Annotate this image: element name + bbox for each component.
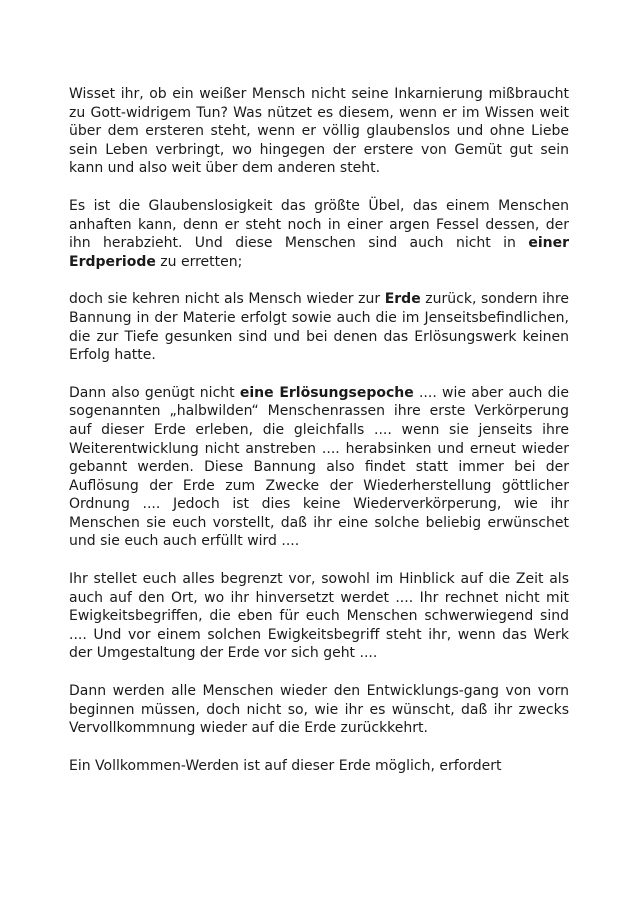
paragraph-4-text-b: .... wie aber auch die sogenannten „halbwilden“ Menschenrassen ihre erste Verkörperung auf dieser Erde erleben, die gleichfalls .... wenn sie jenseits ihre Weiterentwicklung nicht anstreben .... herabsinken und erneut wieder gebannt werden. Diese Bannung also findet statt immer bei der Auflösung der Erde zum Zwecke der Wiederherstellung göttlicher Ordnung .... Jedoch ist dies keine Wiederverkörperung, wie ihr Menschen sie euch vorstellt, daß ihr eine solche beliebig erwünschet und sie euch auch erfüllt wird .... bbox=[69, 384, 569, 550]
paragraph-2-bold-text: einer Erdperiode bbox=[69, 235, 569, 270]
paragraph-2-text-a: Es ist die Glaubenslosigkeit das größte Übel, das einem Menschen anhaften kann, denn er steht noch in einer argen Fessel dessen, der ihn herabzieht. Und diese Menschen sind auch nicht in bbox=[69, 197, 569, 252]
paragraph-1 bbox=[69, 85, 569, 178]
paragraph-1-text: Wisset ihr, ob ein weißer Mensch nicht seine Inkarnierung mißbraucht zu Gott-widrigem Tun? Was nützet es diesem, wenn er im Wissen weit über dem ersteren steht, wenn er völlig glaubenslos und ohne Liebe sein Leben verbringt, wo hingegen der erstere von Gemüt gut sein kann und also weit über dem anderen steht. bbox=[69, 86, 569, 177]
paragraph-7 bbox=[69, 757, 569, 776]
paragraph-4-bold-text: eine Erlösungsepoche bbox=[239, 384, 414, 401]
paragraph-5-text: Ihr stellet euch alles begrenzt vor, sowohl im Hinblick auf die Zeit als auch auf den Ort, wo ihr hinversetzt werdet .... Ihr rechnet nicht mit Ewigkeitsbegriffen, die eben für euch Menschen schwerwiegend sind .... Und vor einem solchen Ewigkeitsbegriff steht ihr, wenn das Werk der Umgestaltung der Erde vor sich geht .... bbox=[69, 571, 569, 662]
paragraph-3-text-a: doch sie kehren nicht als Mensch wieder zur bbox=[69, 291, 385, 308]
paragraph-6 bbox=[69, 682, 569, 738]
paragraph-3-bold-text: Erde bbox=[384, 291, 421, 308]
paragraph-3-text-b: zurück, sondern ihre Bannung in der Materie erfolgt sowie auch die im Jenseitsbefindlichen, die zur Tiefe gesunken sind und bei denen das Erlösungswerk keinen Erfolg hatte. bbox=[69, 291, 569, 364]
paragraph-4 bbox=[69, 384, 569, 551]
paragraph-4-text-a: Dann also genügt nicht bbox=[69, 384, 240, 401]
paragraph-7-text: Ein Vollkommen-Werden ist auf dieser Erde möglich, erfordert bbox=[69, 757, 502, 774]
paragraph-5 bbox=[69, 570, 569, 663]
paragraph-3 bbox=[69, 290, 569, 364]
paragraph-2 bbox=[69, 197, 569, 271]
paragraph-2-text-b: zu erretten; bbox=[155, 253, 243, 270]
paragraph-6-text: Dann werden alle Menschen wieder den Entwicklungs-gang von vorn beginnen müssen, doch nicht so, wie ihr es wünscht, daß ihr zwecks Vervollkommnung wieder auf die Erde zurückkehrt. bbox=[69, 683, 569, 737]
document-page bbox=[69, 85, 569, 775]
